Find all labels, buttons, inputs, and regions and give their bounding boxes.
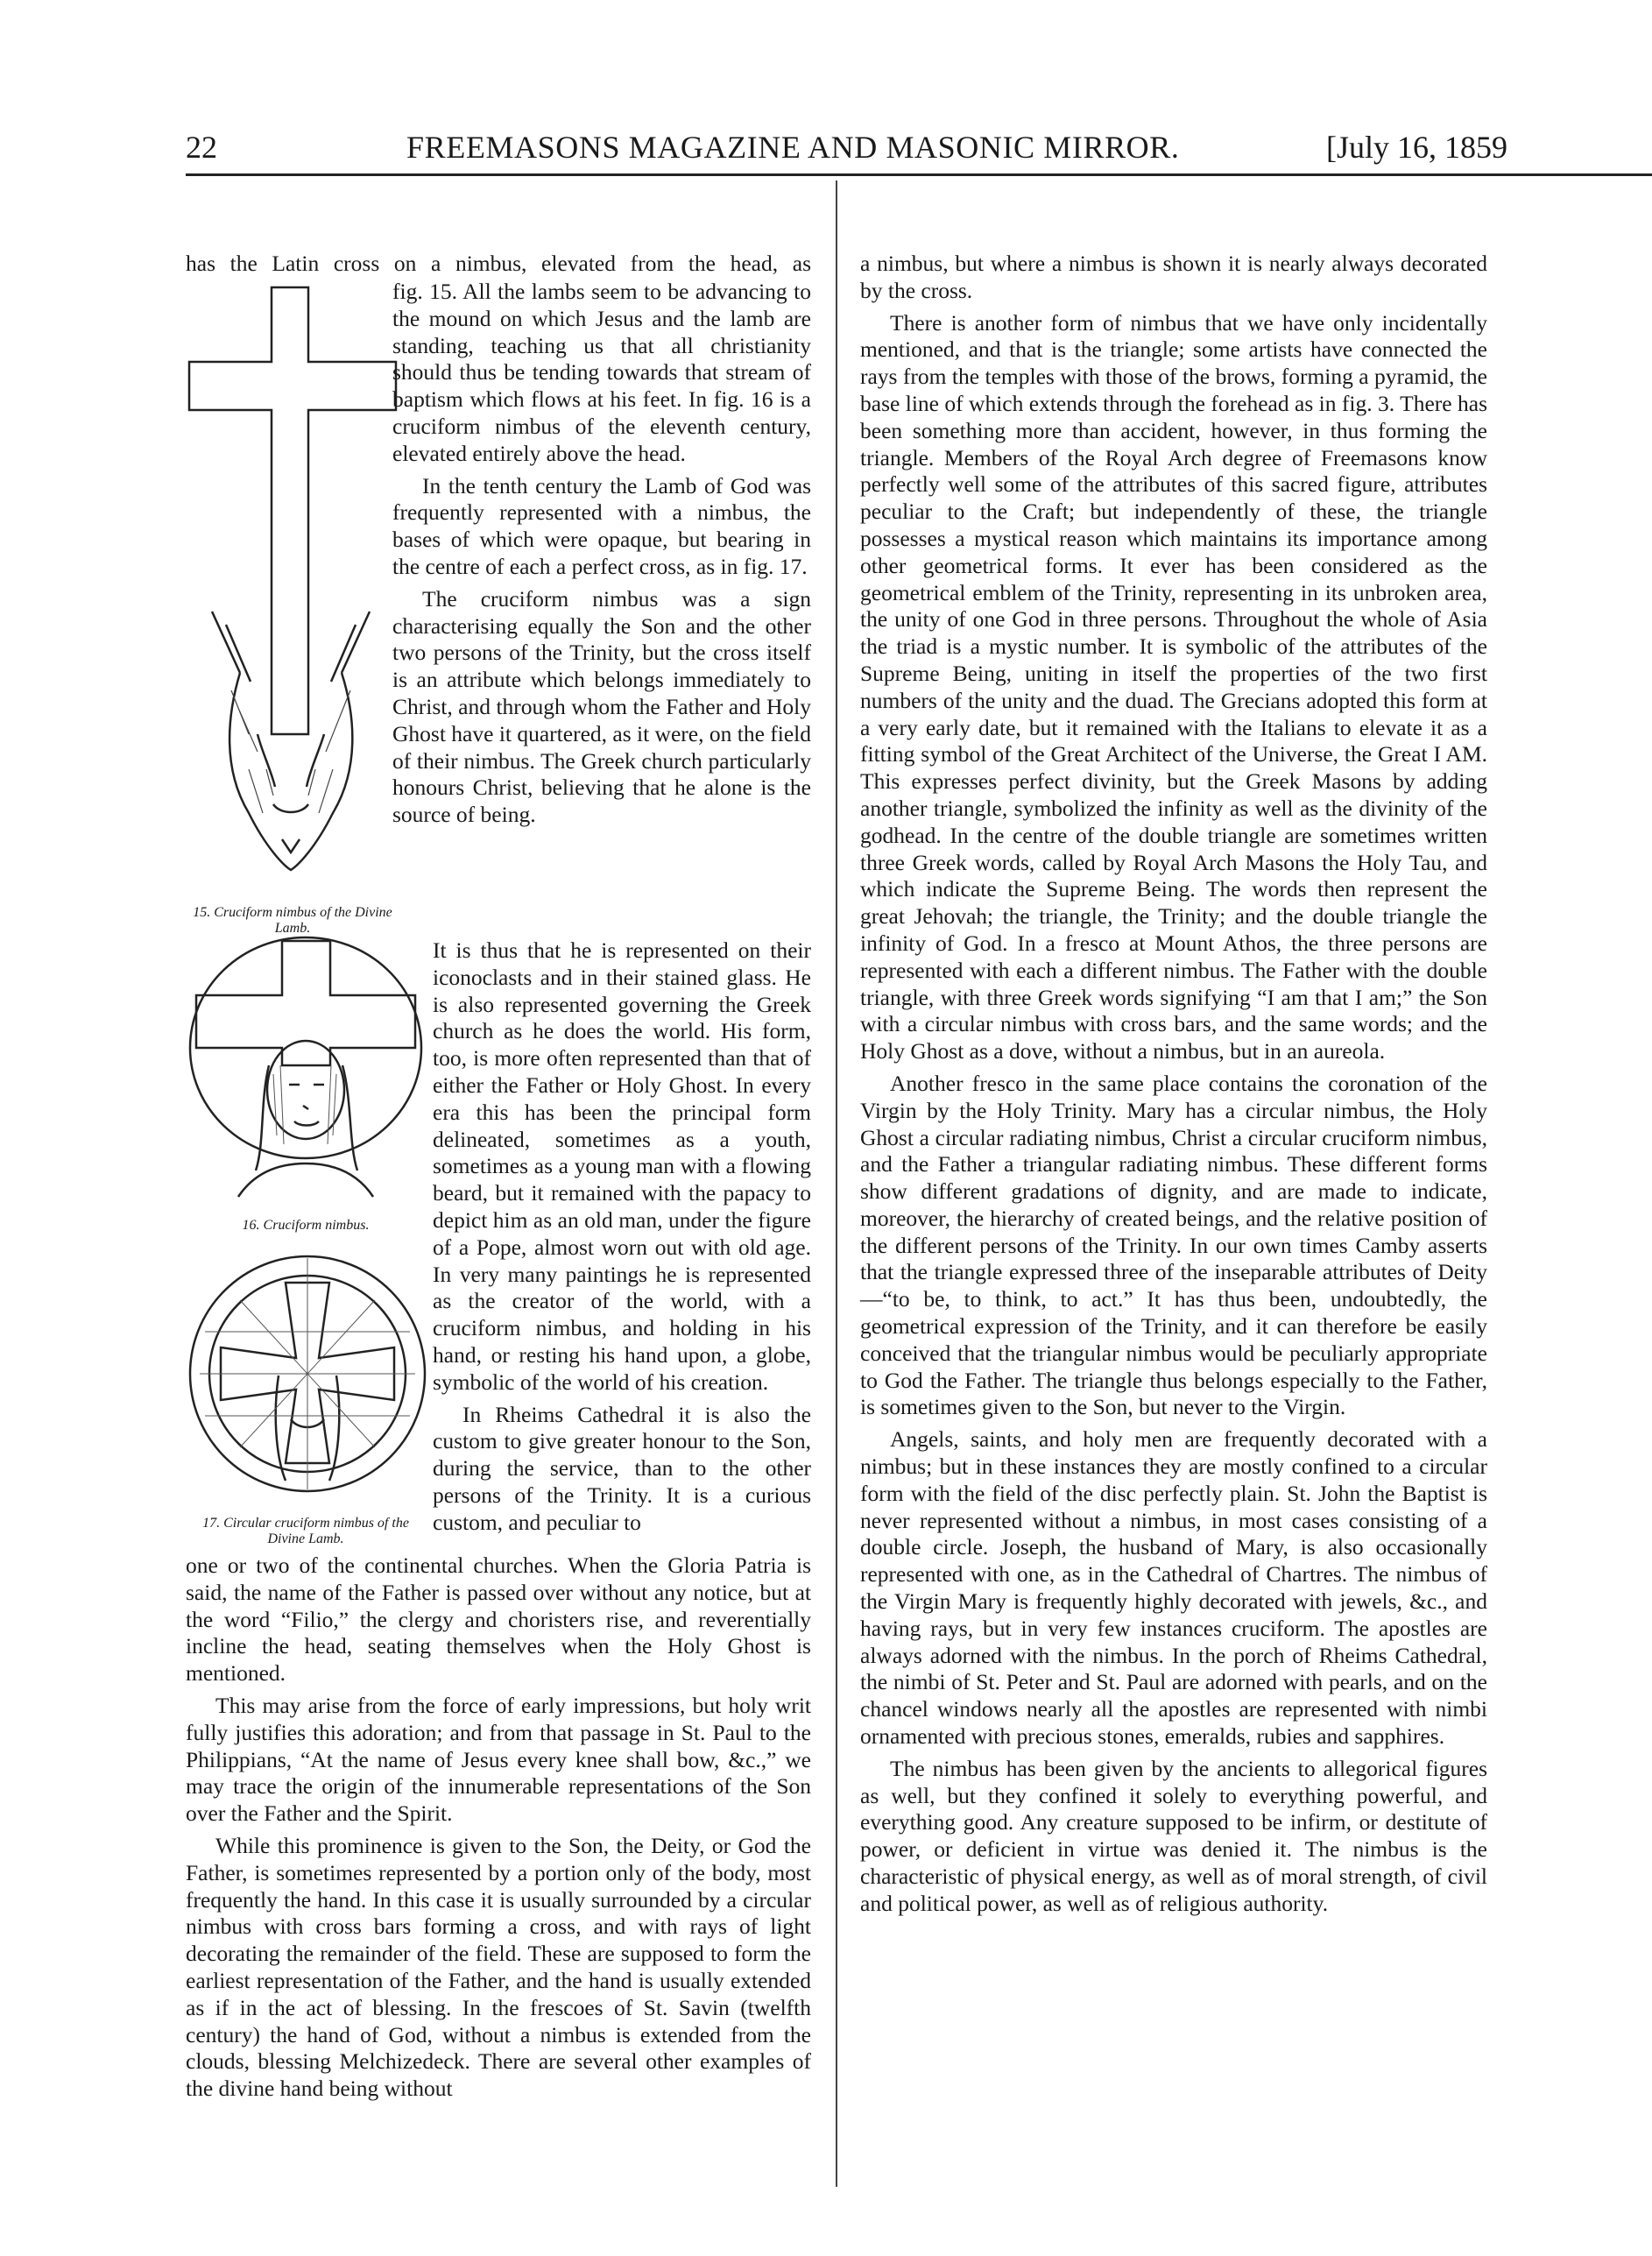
paragraph: This may arise from the force of early impressions, but holy writ fully justifies this adoration; and from that passage in St. Paul to the Philippians, “At the name of Jesus every knee shall bow, &c.,” we may trace the origin of the innumerable representations of the Son over the Father and the Spirit. [186,1692,811,1827]
left-column-first-line [186,251,811,278]
figure-17-caption: 17. Circular cruciform nimbus of the Divine Lamb. [202,1516,409,1546]
page-number: 22 [186,130,217,165]
paragraph-line: has the Latin cross on a nimbus, elevated from the head, as [186,251,811,276]
column-rule [836,180,837,2187]
magazine-title: FREEMASONS MAGAZINE AND MASONIC MIRROR. [406,130,1180,165]
paragraph: a nimbus, but where a nimbus is shown it is nearly always decorated by the cross. [860,251,1487,303]
figure-16-caption: 16. Cruciform nimbus. [242,1218,370,1233]
paragraph: There is another form of nimbus that we have only incidentally mentioned, and that is the triangle; some artists have connected the rays from the temples with those of the brows, forming a pyramid, the base line of which extends through the forehead as in fig. 3. There has been something more than accident, however, in thus forming the triangle. Members of the Royal Arch degree of Freemasons know perfectly well some of the attributes of this sacred figure, attributes peculiar to the Craft; but independently of these, the triangle possesses a mystical reason which maintains its importance among other geometrical forms. It ever has been considered as the geometrical emblem of the Trinity, representing in its unbroken area, the unity of one God in three persons. Throughout the whole of Asia the triad is a mystic number. It is symbolic of the attributes of the Supreme Being, uniting in itself the properties of the two first numbers of the unity and the duad. The Grecians adopted this form at a very early date, but it remained with the Italians to elevate it as a fitting symbol of the Great Architect of the Universe, the Great I AM. This expresses perfect divinity, but the Greek Masons by adding another triangle, symbolized the infinity as well as the divinity of the godhead. In the centre of the double triangle are sometimes written three Greek words, called by Royal Arch Masons the Holy Tau, and which indicate the Supreme Being. The words then represent the great Jehovah; the triangle, the Trinity; and the double triangle the infinity of God. In a fresco at Mount Athos, the three persons are represented with each a different nimbus. The Father with the double triangle, with three Greek words signifying “I am that I am;” the Son with a circular nimbus with cross bars, and the same words; and the Holy Ghost as a dove, without a nimbus, but in an aureola. [860,309,1487,1064]
paragraph: While this prominence is given to the Son, the Deity, or God the Father, is sometimes represented by a portion only of the body, most frequently the hand. In this case it is usually surrounded by a circular nimbus with cross bars forming a cross, and with rays of light decorating the remainder of the field. These are supposed to form the earliest representation of the Father, and the hand is usually extended as if in the act of blessing. In the frescoes of St. Savin (twelfth century) the hand of God, without a nimbus is extended from the clouds, blessing Melchizedeck. There are several other examples of the divine hand being without [186,1832,811,2102]
figure-15-caption: 15. Cruciform nimbus of the Divine Lamb. [193,905,392,936]
paragraph: The cruciform nimbus was a sign characterising equally the Son and the other two persons of the Trinity, but the cross itself is an attribute which belongs immediately to Christ, and through whom the Father and Holy Ghost have it quartered, as it were, on the field of their nimbus. The Greek church particularly honours Christ, believing that he alone is the source of being. [392,585,811,828]
paragraph: fig. 15. All the lambs seem to be advancing to the mound on which Jesus and the lamb are standing, teaching us that all christianity should thus be tending towards that stream of baptism which flows at his feet. In fig. 16 is a cruciform nimbus of the eleventh century, elevated entirely above the head. [392,279,811,466]
left-column-beside-fig15 [392,279,811,829]
paragraph: In the tenth century the Lamb of God was frequently represented with a nimbus, the bases of which were opaque, but bearing in the centre of each a perfect cross, as in fig. 17. [392,472,811,579]
figure-17-circular-nimbus [187,1244,427,1511]
paragraph: It is thus that he is represented on their iconoclasts and in their stained glass. He is also represented governing the Greek church as he does the world. His form, too, is more often represented than that of either the Father or Holy Ghost. In every era this has been the principal form delineated, sometimes as a youth, sometimes as a young man with a flowing beard, but it remained with the papacy to depict him as an old man, under the figure of a Pope, almost worn out with old age. In very many paintings he is represented as the creator of the world, with a cruciform nimbus, and holding in his hand, or resting his hand upon, a globe, symbolic of the world of his creation. [433,937,811,1395]
paragraph: The nimbus has been given by the ancients to allegorical figures as well, but they confined it solely to everything powerful, and everything good. Any creature supposed to be infirm, or destitute of power, or deficient in virtue was denied it. The nimbus is the characteristic of physical energy, as well as of moral strength, of civil and political power, as well as of religious authority. [860,1755,1487,1916]
left-column-beside-fig16 [433,937,811,1537]
issue-date: [July 16, 1859 [1326,130,1507,165]
paragraph: Angels, saints, and holy men are frequently decorated with a nimbus; but in these instances they are mostly confined to a circular form with the field of the disc perfectly plain. St. John the Baptist is never represented without a nimbus, in most cases consisting of a double circle. Joseph, the husband of Mary, is also occasionally represented with one, as in the Cathedral of Chartres. The nimbus of the Virgin Mary is frequently highly decorated with jewels, &c., and having rays, but in very few instances cruciform. The apostles are always adorned with the nimbus. In the porch of Rheims Cathedral, the nimbi of St. Peter and St. Paul are adorned with pearls, and on the chancel windows nearly all the apostles are represented with nimbi ornamented with precious stones, emeralds, rubies and sapphires. [860,1426,1487,1750]
paragraph: Another fresco in the same place contains the coronation of the Virgin by the Holy Trinity. Mary has a circular nimbus, the Holy Ghost a circular radiating nimbus, Christ a circular cruciform nimbus, and the Father a triangular radiating nimbus. These different forms show different gradations of dignity, and are made to indicate, moreover, the hierarchy of created beings, and the relative position of the different persons of the Trinity. In our own times Camby asserts that the triangle expressed three of the inseparable attributes of Deity—“to be, to think, to act.” It has thus been, undoubtedly, the geometrical expression of the Trinity, and it can therefore be easily conceived that the triangular nimbus would be peculiarly appropriate to God the Father. The triangle thus belongs especially to the Father, is sometimes given to the Son, but never to the Virgin. [860,1070,1487,1420]
figure-16-cruciform-nimbus [186,934,426,1206]
paragraph: In Rheims Cathedral it is also the custom to give greater honour to the Son, during the service, than to the other persons of the Trinity. It is a curious custom, and peculiar to [433,1401,811,1535]
left-column-bottom [186,1552,811,2103]
paragraph: one or two of the continental churches. When the Gloria Patria is said, the name of the Father is passed over without any notice, but at the word “Filio,” the clergy and choristers rise, and reverentially incline the head, seating themselves when the Holy Ghost is mentioned. [186,1552,811,1687]
page-header [186,124,1652,170]
right-column [860,251,1487,1918]
header-rule [186,173,1652,176]
figure-15-cruciform-lamb [187,279,398,874]
